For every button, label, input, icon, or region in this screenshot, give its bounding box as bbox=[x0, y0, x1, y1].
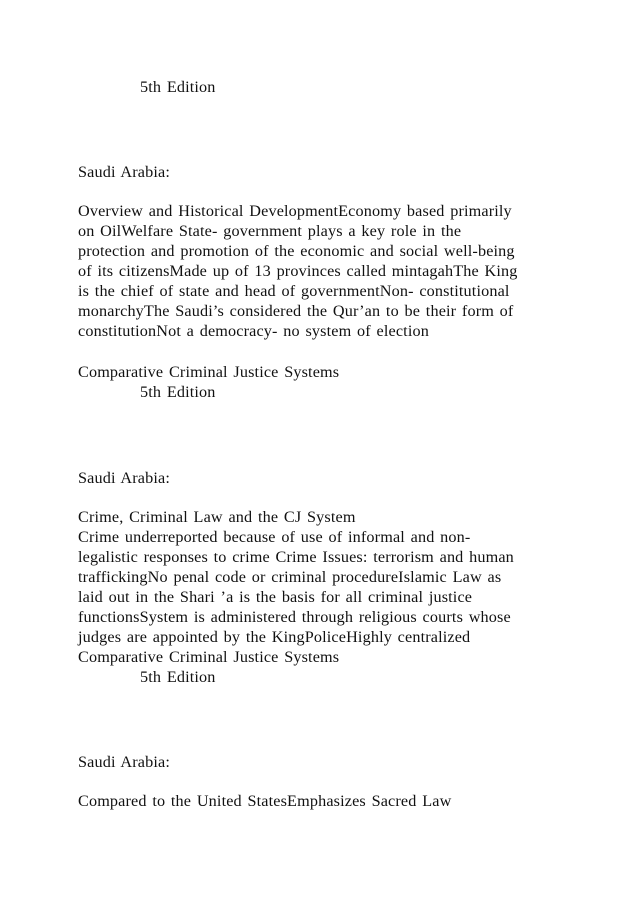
edition-label: 5th Edition bbox=[140, 78, 216, 96]
section-heading: Saudi Arabia: bbox=[78, 469, 171, 487]
body-line: legalistic responses to crime Crime Issues: terrorism and human bbox=[78, 548, 514, 566]
body-line: monarchyThe Saudi’s considered the Qur’an to be their form of bbox=[78, 302, 514, 320]
section-heading: Saudi Arabia: bbox=[78, 753, 171, 771]
body-line: Crime underreported because of use of informal and non- bbox=[78, 528, 471, 546]
body-line: laid out in the Shari ’a is the basis for all criminal justice bbox=[78, 588, 473, 606]
body-line: Crime, Criminal Law and the CJ System bbox=[78, 508, 356, 526]
body-line: Compared to the United StatesEmphasizes Sacred Law bbox=[78, 792, 452, 810]
body-line: functionsSystem is administered through religious courts whose bbox=[78, 608, 511, 626]
body-line: on OilWelfare State- government plays a key role in the bbox=[78, 222, 462, 240]
body-line: traffickingNo penal code or criminal procedureIslamic Law as bbox=[78, 568, 502, 586]
body-line: constitutionNot a democracy- no system of election bbox=[78, 322, 429, 340]
course-title: Comparative Criminal Justice Systems bbox=[78, 363, 340, 381]
edition-label: 5th Edition bbox=[140, 383, 216, 401]
body-line: protection and promotion of the economic and social well-being bbox=[78, 242, 515, 260]
body-line: of its citizensMade up of 13 provinces called mintagahThe King bbox=[78, 262, 518, 280]
course-title: Comparative Criminal Justice Systems bbox=[78, 648, 340, 666]
edition-label: 5th Edition bbox=[140, 668, 216, 686]
body-line: Overview and Historical DevelopmentEconomy based primarily bbox=[78, 202, 512, 220]
section-heading: Saudi Arabia: bbox=[78, 163, 171, 181]
body-line: is the chief of state and head of governmentNon- constitutional bbox=[78, 282, 510, 300]
body-line: judges are appointed by the KingPoliceHighly centralized bbox=[78, 628, 471, 646]
